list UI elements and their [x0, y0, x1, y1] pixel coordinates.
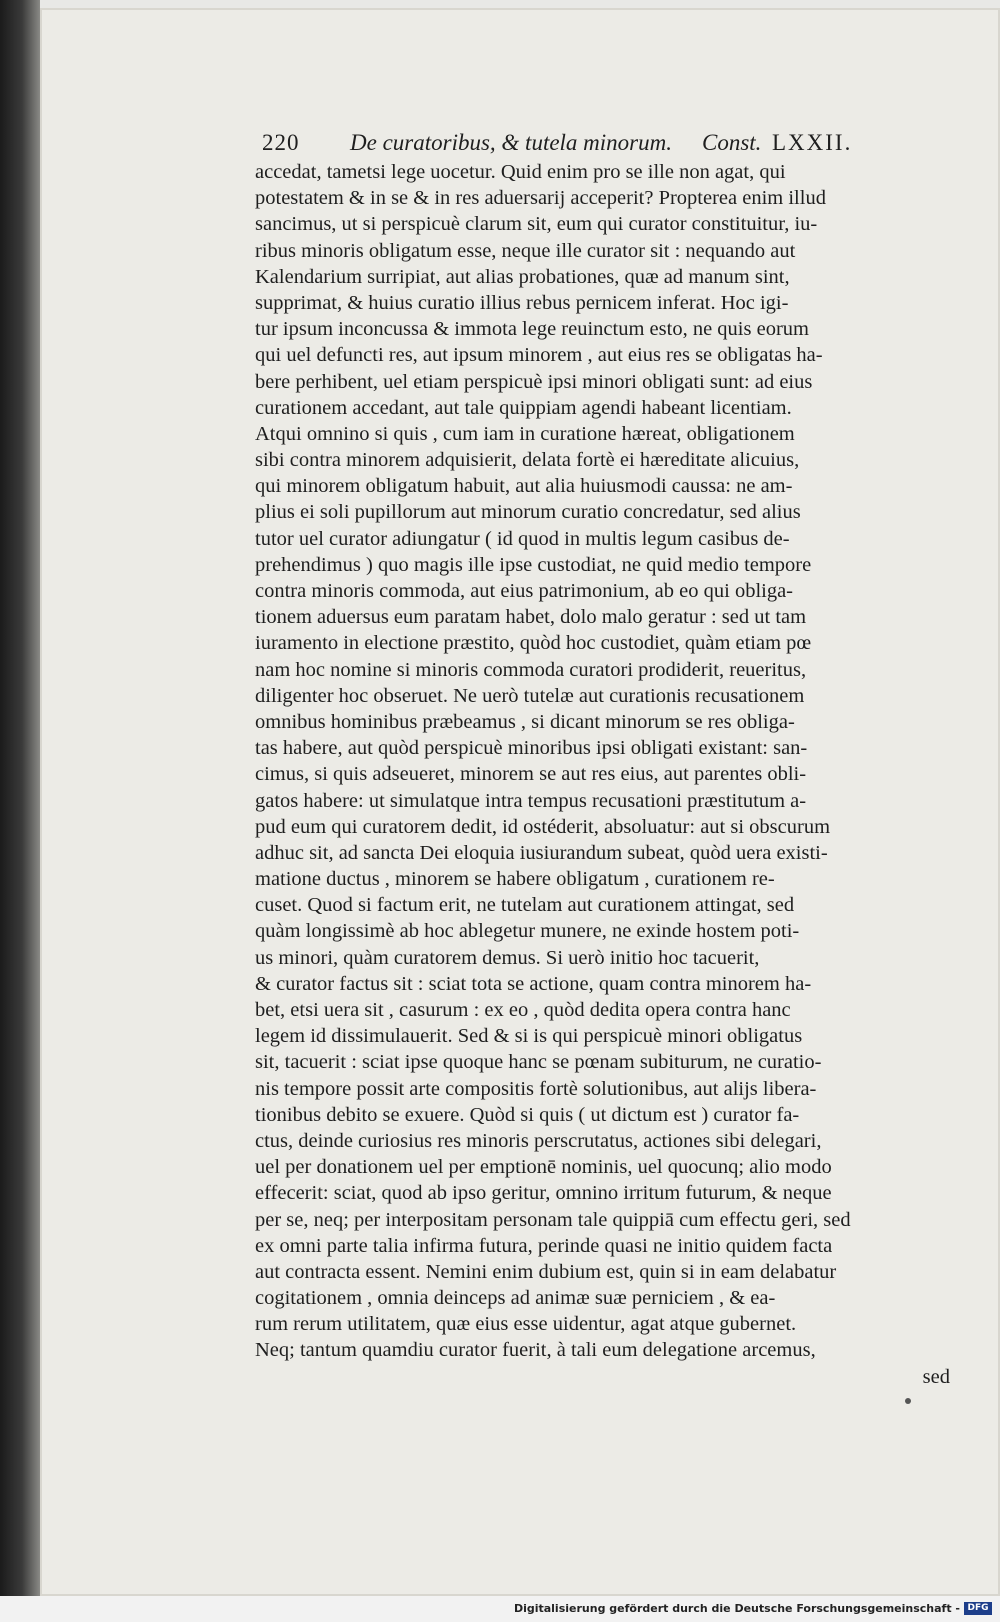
text-line: aut contracta essent. Nemini enim dubium est, quin si in eam delabatur: [255, 1260, 837, 1283]
text-line: tutor uel curator adiungatur ( id quod in multis legum casibus de-: [255, 527, 790, 550]
text-line: per se, neq; per interpositam personam tale quippiā cum effectu geri, sed: [255, 1208, 851, 1231]
text-line: prehendimus ) quo magis ille ipse custodiat, ne quid medio tempore: [255, 553, 812, 576]
text-line: & curator factus sit : sciat tota se actione, quam contra minorem ha-: [255, 972, 812, 995]
text-line: bet, etsi uera sit , casurum : ex eo , quòd dedita opera contra hanc: [255, 999, 791, 1021]
text-line: iuramento in electione præstito, quòd hoc custodiet, quàm etiam pœ: [255, 632, 812, 655]
text-line: Neq; tantum quamdiu curator fuerit, à tali eum delegatione arcemus,: [255, 1339, 816, 1362]
text-line: cogitationem , omnia deinceps ad animæ suæ perniciem , & ea-: [255, 1287, 776, 1310]
text-line: supprimat, & huius curatio illius rebus pernicem inferat. Hoc igi-: [255, 291, 789, 314]
text-line: gatos habere: ut simulatque intra tempus recusationi præstitutum a-: [255, 789, 807, 812]
funding-credit: Digitalisierung gefördert durch die Deutsche Forschungsgemeinschaft -: [513, 1602, 960, 1615]
footer-bar: [0, 1596, 1000, 1622]
text-line: effecerit: sciat, quod ab ipso geritur, omnino irritum futurum, & neque: [255, 1182, 832, 1205]
text-line: Atqui omnino si quis , cum iam in curatione hæreat, obligationem: [255, 422, 795, 445]
text-line: quàm longissimè ab hoc ablegetur munere, ne exinde hostem poti-: [255, 920, 800, 943]
text-line: sibi contra minorem adquisierit, delata fortè ei hæreditate alicuius,: [255, 449, 800, 472]
text-line: tionibus debito se exuere. Quòd si quis ( ut dictum est ) curator fa-: [255, 1103, 800, 1126]
page-mark: [905, 1398, 911, 1404]
text-line: contra minoris commoda, aut eius patrimonium, ab eo qui obliga-: [255, 580, 794, 602]
catchword: sed: [922, 1365, 950, 1388]
dfg-logo: DFG: [964, 1602, 992, 1615]
text-line: ribus minoris obligatum esse, neque ille curator sit : nequando aut: [255, 239, 796, 262]
text-line: uel per donationem uel per emptionē nominis, uel quocunq; alio modo: [255, 1156, 832, 1179]
constitution-label: Const.: [702, 130, 762, 155]
text-line: ex omni parte talia infirma futura, perinde quasi ne initio quidem facta: [255, 1234, 833, 1257]
text-line: cimus, si quis adseueret, minorem se aut res eius, aut parentes obli-: [255, 763, 807, 786]
text-line: adhuc sit, ad sancta Dei eloquia iusiurandum subeat, quòd uera existi-: [255, 841, 828, 864]
text-line: nam hoc nomine si minoris commoda curatori prodiderit, reueritus,: [255, 658, 807, 681]
text-line: nis tempore possit arte compositis fortè solutionibus, aut alijs libera-: [255, 1077, 817, 1100]
constitution-number: LXXII.: [772, 130, 853, 155]
text-line: qui uel defuncti res, aut ipsum minorem , aut eius res se obligatas ha-: [255, 344, 823, 367]
text-line: tas habere, aut quòd perspicuè minoribus ipsi obligati existant: san-: [255, 737, 808, 760]
text-line: us minori, quàm curatorem demus. Si uerò initio hoc tacuerit,: [255, 946, 760, 969]
text-line: legem id dissimulauerit. Sed & si is qui perspicuè minori obligatus: [255, 1025, 803, 1048]
text-line: diligenter hoc obseruet. Ne uerò tutelæ aut curationis recusationem: [255, 684, 805, 707]
body-text: [255, 159, 960, 1390]
text-line: matione ductus , minorem se habere obligatum , curationem re-: [255, 868, 775, 891]
text-line: qui minorem obligatum habuit, aut alia huiusmodi caussa: ne am-: [255, 475, 793, 498]
text-line: potestatem & in se & in res aduersarij acceperit? Propterea enim illud: [255, 187, 826, 210]
text-line: ctus, deinde curiosius res minoris perscrutatus, actiones sibi delegari,: [255, 1129, 822, 1152]
text-line: bere perhibent, uel etiam perspicuè ipsi minori obligati sunt: ad eius: [255, 370, 813, 393]
text-line: accedat, tametsi lege uocetur. Quid enim pro se ille non agat, qui: [255, 161, 786, 183]
text-line: sancimus, ut si perspicuè clarum sit, eum qui curator constituitur, iu-: [255, 213, 818, 236]
text-line: cuset. Quod si factum erit, ne tutelam aut curationem attingat, sed: [255, 894, 795, 917]
book-gutter: [0, 0, 40, 1596]
text-line: sit, tacuerit : sciat ipse quoque hanc se pœnam subiturum, ne curatio-: [255, 1051, 822, 1074]
text-line: plius ei soli pupillorum aut minorum curatio concredatur, sed alius: [255, 501, 801, 524]
page-number: 220: [262, 130, 300, 155]
text-line: tionem aduersus eum paratam habet, dolo malo geratur : sed ut tam: [255, 606, 807, 629]
running-title: De curatoribus, & tutela minorum.: [350, 130, 672, 155]
text-line: Kalendarium surripiat, aut alias probationes, quæ ad manum sint,: [255, 265, 790, 288]
text-line: rum rerum utilitatem, quæ eius esse uidentur, agat atque gubernet.: [255, 1313, 797, 1336]
text-line: pud eum qui curatorem dedit, id ostéderit, absoluatur: aut si obscurum: [255, 815, 831, 838]
text-line: omnibus hominibus præbeamus , si dicant minorum se res obliga-: [255, 710, 795, 733]
text-line: curationem accedant, aut tale quippiam agendi habeant licentiam.: [255, 396, 792, 419]
text-line: tur ipsum inconcussa & immota lege reuinctum esto, ne quis eorum: [255, 318, 809, 341]
